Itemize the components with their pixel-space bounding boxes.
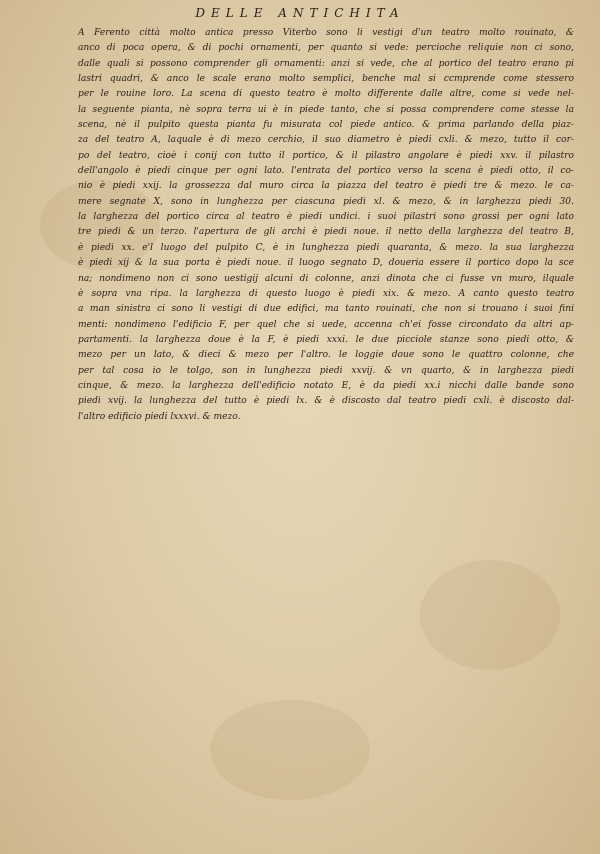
body-text [78, 26, 574, 425]
text-line: per le rouine loro. La scena di questo teatro è molto differente dalle altre, come si vede nel- [78, 89, 574, 100]
text-line: mezo per un lato, & dieci & mezo per l'altro. le loggie doue sono le quattro colonne, che [78, 350, 574, 361]
paper-stain [210, 700, 370, 800]
text-line: menti: nondimeno l'edificio F, per quel che si uede, accenna ch'ei fosse circondato da altri ap- [78, 319, 574, 330]
text-line: lastri quadri, & anco le scale erano molto semplici, benche mal si ccmprende come stessero [78, 74, 574, 85]
text-line: è piedi xij & la sua porta è piedi noue. il luogo segnato D, doueria essere il portico dopo la sce [78, 258, 574, 269]
text-line: è sopra vna ripa. la larghezza di questo luogo è piedi xix. & mezo. A canto questo teatro [78, 288, 574, 299]
text-line: tre piedi & un terzo. l'apertura de gli archi è piedi noue. il netto della larghezza del teatro B, [78, 227, 574, 238]
text-line: dalle quali si possono comprender gli ornamenti: anzi si vede, che al portico del teatro erano pi [78, 58, 574, 69]
text-line: scena, nè il pulpito questa pianta fu misurata col piede antico. & prima parlando della piaz- [78, 120, 574, 131]
text-line: nio è piedi xxij. la grossezza dal muro circa la piazza del teatro è piedi tre & mezo. le ca- [78, 181, 574, 192]
text-line: la seguente pianta, nè sopra terra ui è in piede tanto, che si possa comprendere come stesse la [78, 104, 574, 115]
text-line: dell'angolo è piedi cinque per ogni lato. l'entrata del portico verso la scena è piedi otto, il co- [78, 166, 574, 177]
text-line: la larghezza del portico circa al teatro è piedi undici. i suoi pilastri sono grossi per ogni lato [78, 212, 574, 223]
paper-stain [420, 560, 560, 670]
text-line: per tal cosa io le tolgo, son in lunghezza piedi xxvij. & vn quarto, & in larghezza piedi [78, 365, 574, 376]
text-line: cinque, & mezo. la larghezza dell'edificio notato E, è da piedi xx.i nicchi dalle bande sono [78, 380, 574, 391]
text-line: na; nondimeno non ci sono uestigij alcuni di colonne, anzi dinota che ci fusse vn muro, ilquale [78, 273, 574, 284]
text-line-last: l'altro edificio piedi lxxxvi. & mezo. [78, 411, 241, 422]
text-line: po del teatro, cioè i conij con tutto il portico, & il pilastro angolare è piedi xxv. il pilastro [78, 150, 574, 161]
text-line: mere segnate X, sono in lunghezza per ciascuna piedi xl. & mezo, & in larghezza piedi 30. [78, 196, 574, 207]
text-line: piedi xvij. la lunghezza del tutto è piedi lx. & è discosto dal teatro piedi cxli. è discosto dal- [78, 396, 574, 407]
text-line: a man sinistra ci sono li vestigi di due edifici, ma tanto rouinati, che non si trouano i suoi fini [78, 304, 574, 315]
text-line: za del teatro A, laquale è di mezo cerchio, il suo diametro è piedi cxli. & mezo, tutto il cor- [78, 135, 574, 146]
running-head: DELLE ANTICHITA [195, 6, 405, 20]
text-line: anco di poca opera, & di pochi ornamenti, per quanto si vede: percioche reliquie non ci sono, [78, 43, 574, 54]
text-line: A Ferento città molto antica presso Viterbo sono li vestigi d'un teatro molto rouinato, & [78, 28, 574, 38]
text-line: è piedi xx. e'l luogo del pulpito C, è in lunghezza piedi quaranta, & mezo. la sua larghezza [78, 242, 574, 253]
text-line: partamenti. la larghezza doue è la F, è piedi xxxi. le due picciole stanze sono piedi otto, & [78, 334, 574, 345]
